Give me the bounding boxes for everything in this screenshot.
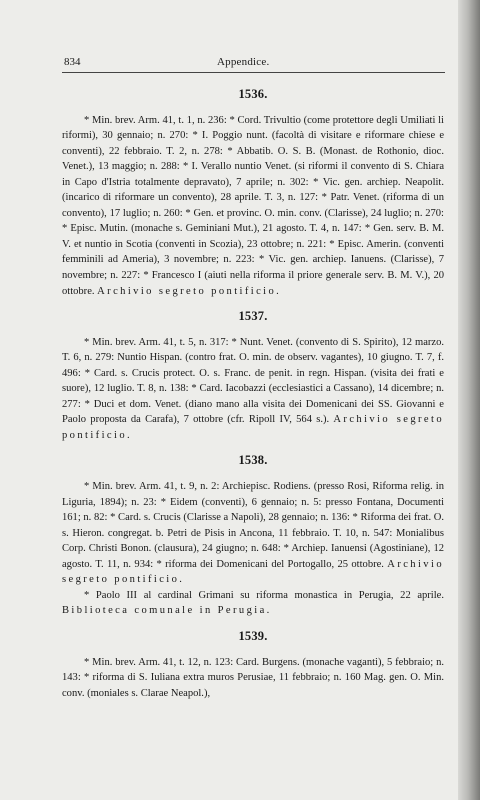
year-heading: 1536. xyxy=(238,87,268,101)
year-heading: 1538. xyxy=(238,453,268,468)
year-heading: 1537. xyxy=(238,309,268,324)
entry-paragraph xyxy=(62,655,444,702)
header-rule xyxy=(62,72,445,73)
body-text xyxy=(62,82,444,701)
archive-name: Biblioteca comunale in Perugia. xyxy=(62,605,272,617)
archive-name: Archivio segreto pontificio. xyxy=(97,285,282,297)
page-edge-shadow xyxy=(458,0,480,800)
entry-paragraph xyxy=(62,588,444,619)
entry-paragraph xyxy=(62,479,444,588)
entry-paragraph xyxy=(62,113,444,300)
entry-paragraph xyxy=(62,335,444,444)
entry-text: * Min. brev. Arm. 41, t. 12, n. 123: Card. Burgens. (monache vaganti), 5 febbraio; n. 143: * riforma di S. Iuliana extra muros Perusiae, 11 febbraio; n. 160 Mag. gen. O. Min. conv. (moniales s. Clarae Neapol.), xyxy=(62,656,444,699)
entry-text: * Paolo III al cardinal Grimani su riforma monastica in Perugia, 22 aprile. xyxy=(84,589,444,601)
entry-text: * Min. brev. Arm. 41, t. 9, n. 2: Archiepisc. Rodiens. (presso Rosi, Riforma relig. in Liguria, 1894); n. 23: * Eidem (conventi), 6 gennaio; n. 5: presso Fontana, Documenti 161; n. 82: * Card. s. Crucis (Clarisse a Napoli), 28 gennaio; n. 136: * Riforma dei frat. O. s. Hieron. congregat. b. Petri de Pisis in Ancona, 11 febbraio. T. 10, n. 547: Monialibus Corp. Christi Bonon. (clausura), 24 giugno; n. 648: * Archiep. Ianuensi (Agostiniane), 12 agosto. T. 11, n. 934: * riforma dei Domenicani del Portogallo, 25 ottobre. xyxy=(62,481,444,570)
running-head xyxy=(64,56,444,72)
entry-text: * Min. brev. Arm. 41, t. 5, n. 317: * Nunt. Venet. (convento di S. Spirito), 12 marzo. T. 6, n. 279: Nuntio Hispan. (contro frat. O. min. de observ. vagantes), 10 giugno. T. 7, f. 496: * Card. s. Crucis protect. O. s. Franc. de penit. in regn. Hispan. (visita dei frati e suore), 12 luglio. T. 8, n. 138: * Card. Iacobazzi (ecclesiastici a Cassano), 14 dicembre; n. 277: * Duci et dom. Venet. (diano mano alla visita dei Domenicani dei SS. Giovanni e Paolo proposta da Carafa), 7 ottobre (cfr. Ripoll IV, 564 s.). xyxy=(62,336,444,426)
archive-name: Archivio segreto pontificio. xyxy=(62,414,445,441)
entry-text: * Min. brev. Arm. 41, t. 1, n. 236: * Cord. Trivultio (come protettore degli Umiliati li riformi), 30 gennaio; n. 270: * I. Poggio nunt. (facoltà di visitare e riformare chiese e conventi), 22 febbraio. T. 2, n. 278: * Abbatib. O. S. B. (Monast. de Rothonio, dioc. Venet.), 13 maggio; n. 288: * I. Verallo nuntio Venet. (si riformi il convento di S. Chiara in Capo d'Istria totalmente depravato), 7 aprile; n. 302: * Vic. gen. archiep. Neapolit. (incarico di riformare un convento), 28 aprile. T. 3, n. 127: * Patr. Venet. (riforma di un convento), 17 luglio; n. 260: * Gen. et provinc. O. min. conv. (Clarisse), 24 luglio; n. 270: * Episc. Mutin. (monache s. Geminiani Mut.), 21 agosto. T. 4, n. 147: * Gen. serv. B. M. V. et nuntio in Scotia (conventi in Scozia), 23 ottobre; n. 221: * Episc. Amerin. (conventi femminili ad Ameria), 3 novembre; n. 223: * Vic. gen. archiep. Ianuens. (Clarisse), 7 novembre; n. 227: * Francesco I (aiuti nella riforma il priore generale serv. B. M. V.), 20 ottobre. xyxy=(62,114,444,297)
page-number: 834 xyxy=(64,56,81,68)
archive-name: Archivio segreto pontificio. xyxy=(62,558,444,586)
year-heading: 1539. xyxy=(238,628,268,643)
running-title: Appendice. xyxy=(217,56,270,68)
